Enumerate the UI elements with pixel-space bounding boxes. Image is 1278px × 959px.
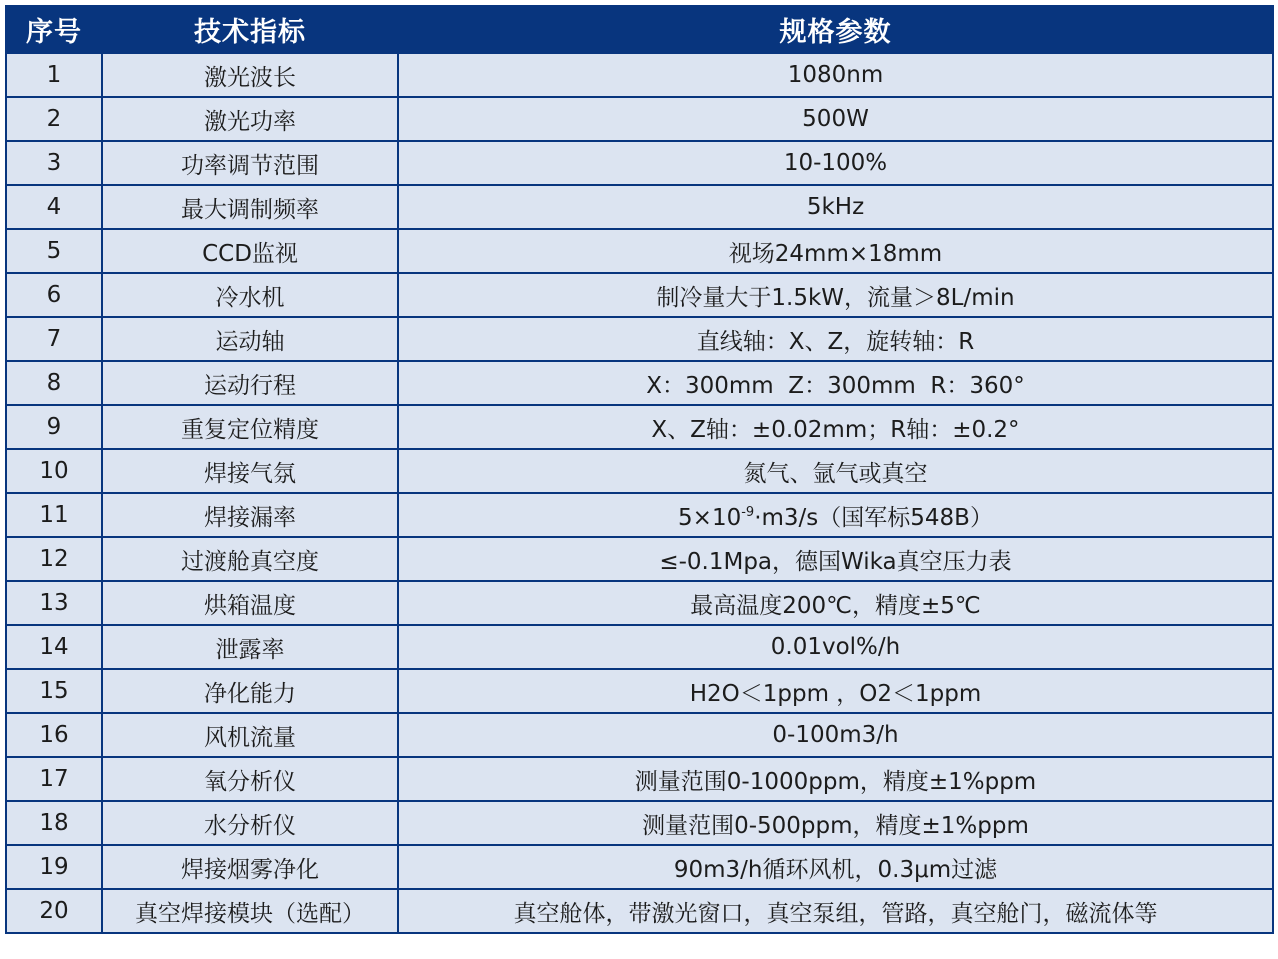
table-row [6,141,1273,185]
table-row [6,801,1273,845]
table-row [6,581,1273,625]
row-spec: 最高温度200℃，精度±5℃ [398,581,1273,625]
row-index: 9 [6,405,102,449]
row-item: 功率调节范围 [102,141,398,185]
row-spec: 0-100m3/h [398,713,1273,757]
row-index: 15 [6,669,102,713]
row-index: 3 [6,141,102,185]
row-item: 焊接烟雾净化 [102,845,398,889]
row-index: 17 [6,757,102,801]
row-spec: ≤-0.1Mpa，德国Wika真空压力表 [398,537,1273,581]
row-index: 11 [6,493,102,537]
row-item: 运动轴 [102,317,398,361]
row-item: 净化能力 [102,669,398,713]
table-row [6,493,1273,537]
row-index: 14 [6,625,102,669]
row-item: 运动行程 [102,361,398,405]
table-row [6,361,1273,405]
row-item: 重复定位精度 [102,405,398,449]
row-index: 10 [6,449,102,493]
leak-rate-unit: ·m3/s（国军标548B） [754,504,993,531]
row-spec: 500W [398,97,1273,141]
row-index: 7 [6,317,102,361]
row-item: 焊接气氛 [102,449,398,493]
row-index: 5 [6,229,102,273]
row-item: 烘箱温度 [102,581,398,625]
row-item: 焊接漏率 [102,493,398,537]
row-item: 激光功率 [102,97,398,141]
row-item: 风机流量 [102,713,398,757]
table-row [6,757,1273,801]
row-spec: 测量范围0-1000ppm，精度±1%ppm [398,757,1273,801]
row-spec: 5kHz [398,185,1273,229]
row-item: 水分析仪 [102,801,398,845]
table-row [6,713,1273,757]
row-index: 1 [6,53,102,97]
row-item: 氧分析仪 [102,757,398,801]
table-row [6,625,1273,669]
header-spec: 规格参数 [398,6,1273,53]
row-index: 8 [6,361,102,405]
row-item: 泄露率 [102,625,398,669]
row-spec: 0.01vol%/h [398,625,1273,669]
row-item: 激光波长 [102,53,398,97]
table-row [6,845,1273,889]
row-spec: 直线轴：X、Z，旋转轴：R [398,317,1273,361]
row-index: 6 [6,273,102,317]
row-spec: 测量范围0-500ppm，精度±1%ppm [398,801,1273,845]
table-row [6,317,1273,361]
table-header [6,6,1273,53]
table-row [6,669,1273,713]
row-spec: H2O＜1ppm ，O2＜1ppm [398,669,1273,713]
row-item: 最大调制频率 [102,185,398,229]
row-index: 12 [6,537,102,581]
row-spec: X：300mm Z：300mm R：360° [398,361,1273,405]
row-index: 18 [6,801,102,845]
table-row [6,405,1273,449]
row-item: 冷水机 [102,273,398,317]
leak-rate-base: 5×10 [678,504,742,531]
header-row [6,6,1273,53]
table-row [6,97,1273,141]
row-spec: 制冷量大于1.5kW，流量＞8L/min [398,273,1273,317]
table-body [6,53,1273,933]
table-row [6,229,1273,273]
row-index: 16 [6,713,102,757]
row-spec: 10-100% [398,141,1273,185]
row-index: 13 [6,581,102,625]
table-row [6,537,1273,581]
row-item: 过渡舱真空度 [102,537,398,581]
row-index: 19 [6,845,102,889]
table-row [6,185,1273,229]
row-index: 20 [6,889,102,933]
row-spec: 1080nm [398,53,1273,97]
row-spec: 90m3/h循环风机，0.3μm过滤 [398,845,1273,889]
spec-table [5,5,1274,934]
leak-rate-exponent: -9 [741,504,755,520]
row-spec: 氮气、氩气或真空 [398,449,1273,493]
row-spec [398,493,1273,537]
table-row [6,273,1273,317]
table-row [6,449,1273,493]
row-item: CCD监视 [102,229,398,273]
table-row [6,53,1273,97]
row-spec: 视场24mm×18mm [398,229,1273,273]
row-spec: 真空舱体，带激光窗口，真空泵组，管路，真空舱门，磁流体等 [398,889,1273,933]
row-item: 真空焊接模块（选配） [102,889,398,933]
header-index: 序号 [6,6,102,53]
row-index: 2 [6,97,102,141]
row-spec: X、Z轴：±0.02mm；R轴：±0.2° [398,405,1273,449]
row-index: 4 [6,185,102,229]
table-row [6,889,1273,933]
header-item: 技术指标 [102,6,398,53]
